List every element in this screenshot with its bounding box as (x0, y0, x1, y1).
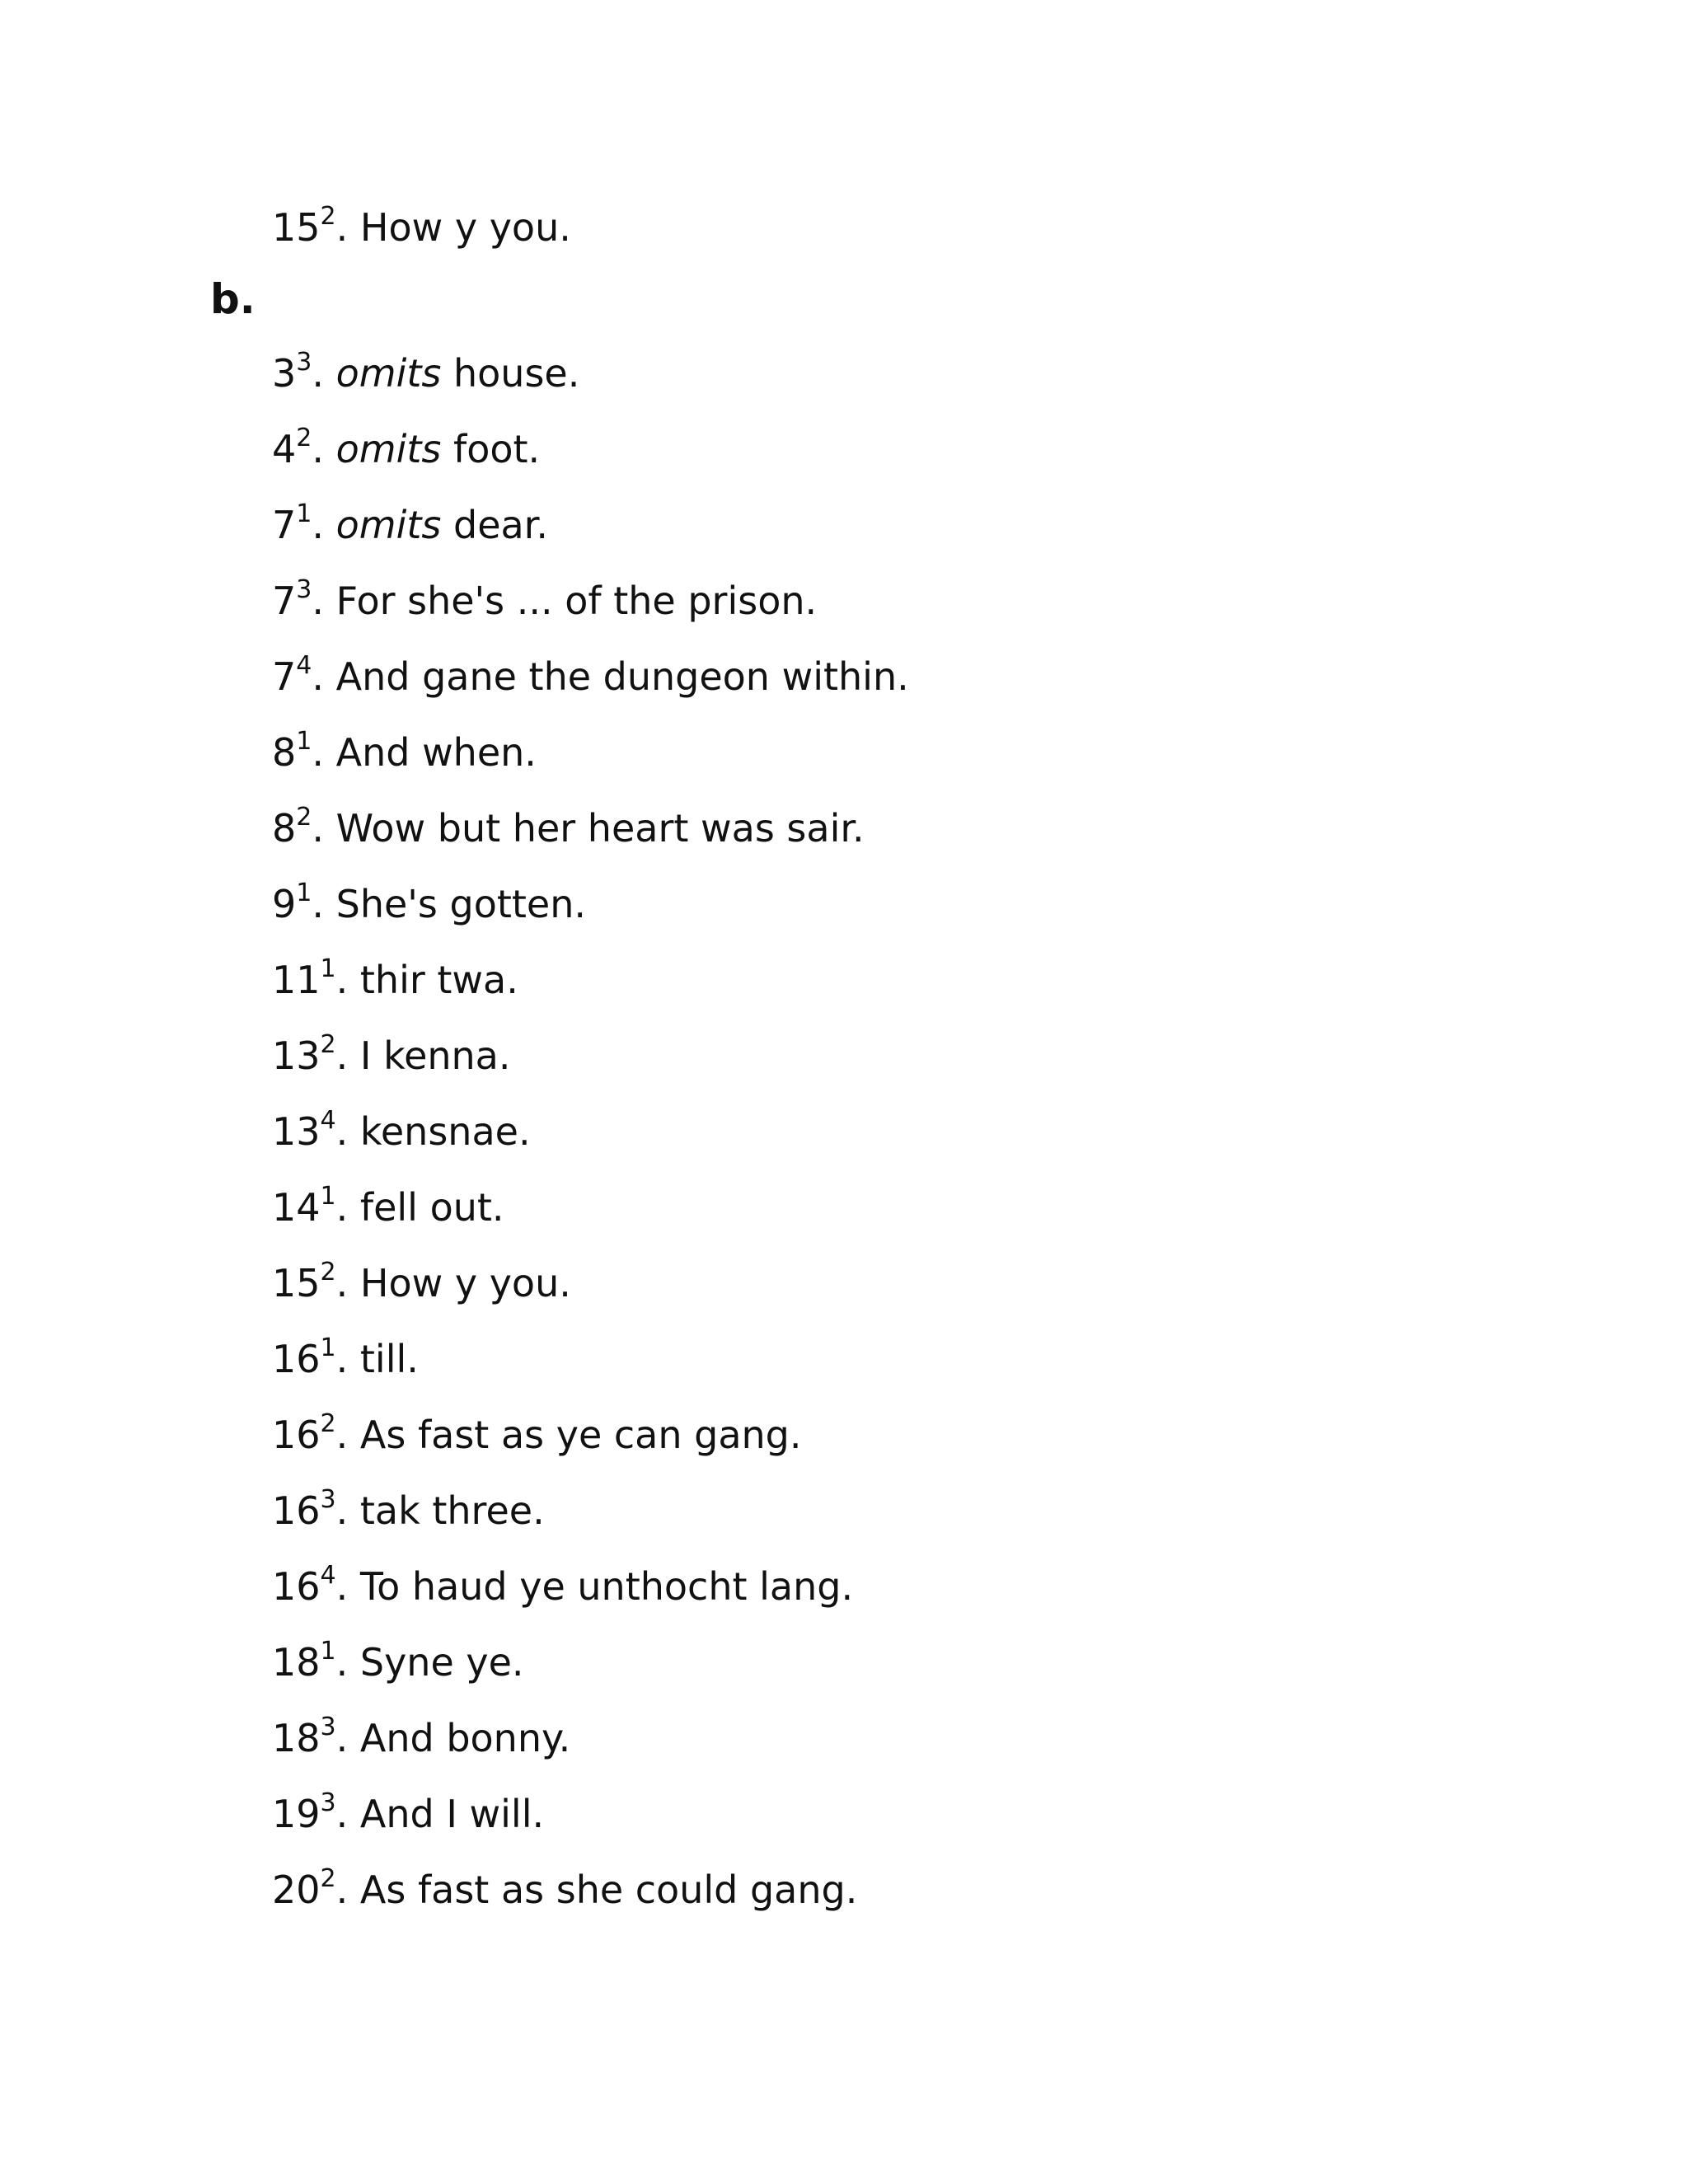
entry-first (272, 201, 571, 251)
entry-9 (272, 1029, 511, 1079)
entry-superscript: 2 (296, 423, 312, 452)
entry-superscript: 1 (320, 1333, 336, 1362)
entry-number: 4 (272, 427, 297, 471)
entry-text: . till. (335, 1337, 419, 1381)
entry-text: dear. (441, 503, 548, 547)
entry-text: house. (441, 351, 580, 396)
entry-number: 16 (272, 1413, 321, 1457)
entry-text: . And I will. (335, 1792, 545, 1836)
entry-14 (272, 1408, 802, 1458)
entry-superscript: 3 (320, 1712, 336, 1741)
entry-15 (272, 1484, 545, 1534)
entry-text: . And when. (312, 730, 537, 775)
entry-8 (272, 954, 518, 1003)
entry-number: 14 (272, 1185, 321, 1230)
entry-text: . To haud ye unthocht lang. (335, 1564, 854, 1609)
entry-number: 8 (272, 730, 297, 775)
entry-16 (272, 1560, 854, 1610)
entry-text: . Syne ye. (335, 1640, 524, 1685)
entry-text: . And bonny. (335, 1716, 571, 1760)
entry-13 (272, 1333, 419, 1382)
entry-text: . And gane the dungeon within. (312, 654, 909, 699)
entry-2 (272, 499, 548, 548)
entry-text: . I kenna. (335, 1033, 511, 1078)
entry-number: 11 (272, 958, 321, 1002)
entry-text: . Wow but her heart was sair. (312, 806, 865, 851)
entry-number: 16 (272, 1488, 321, 1533)
entry-7 (272, 878, 586, 927)
entry-number: 7 (272, 654, 297, 699)
entry-text: . She's gotten. (312, 882, 586, 926)
entry-11 (272, 1181, 504, 1230)
entry-superscript: 3 (320, 1788, 336, 1817)
entry-text: . fell out. (335, 1185, 504, 1230)
section-label: b. (210, 275, 256, 323)
entry-number: 13 (272, 1033, 321, 1078)
entry-number: 9 (272, 882, 297, 926)
entry-superscript: 2 (320, 201, 336, 231)
entry-number: 16 (272, 1564, 321, 1609)
entry-superscript: 2 (296, 802, 312, 832)
entry-superscript: 4 (320, 1105, 336, 1135)
entry-separator: . (312, 503, 336, 547)
entry-number: 18 (272, 1640, 321, 1685)
entry-number: 16 (272, 1337, 321, 1381)
entry-text: foot. (441, 427, 541, 471)
entry-text: . tak three. (335, 1488, 545, 1533)
entry-4 (272, 650, 909, 700)
entry-0 (272, 347, 580, 396)
entry-number: 15 (272, 1261, 321, 1305)
entry-3 (272, 574, 818, 624)
entry-text: . thir twa. (335, 958, 518, 1002)
entry-19 (272, 1788, 545, 1837)
entry-text: . How y you. (335, 205, 571, 250)
entry-superscript: 4 (320, 1560, 336, 1590)
entry-number: 7 (272, 579, 297, 623)
entry-number: 8 (272, 806, 297, 851)
entry-superscript: 2 (320, 1408, 336, 1438)
entry-superscript: 2 (320, 1257, 336, 1286)
entry-number: 7 (272, 503, 297, 547)
entry-number: 13 (272, 1109, 321, 1154)
entry-separator: . (312, 351, 336, 396)
entry-6 (272, 802, 865, 851)
entry-superscript: 3 (320, 1484, 336, 1514)
entry-superscript: 4 (296, 650, 312, 680)
entry-1 (272, 423, 541, 472)
entry-italic: omits (335, 351, 442, 396)
entry-number: 18 (272, 1716, 321, 1760)
entry-5 (272, 726, 537, 776)
entry-italic: omits (335, 503, 442, 547)
entry-text: . As fast as she could gang. (335, 1868, 858, 1912)
entry-superscript: 1 (296, 726, 312, 756)
entry-superscript: 1 (320, 1636, 336, 1666)
entry-20 (272, 1863, 858, 1913)
entry-superscript: 3 (296, 574, 312, 604)
entry-italic: omits (335, 427, 442, 471)
entry-superscript: 1 (296, 499, 312, 528)
entry-superscript: 2 (320, 1029, 336, 1059)
entry-text: . How y you. (335, 1261, 571, 1305)
entry-superscript: 1 (320, 1181, 336, 1211)
entry-10 (272, 1105, 531, 1155)
entry-superscript: 1 (296, 878, 312, 907)
entry-number: 20 (272, 1868, 321, 1912)
entry-superscript: 2 (320, 1863, 336, 1893)
entry-text: . As fast as ye can gang. (335, 1413, 802, 1457)
entry-text: . For she's ... of the prison. (312, 579, 818, 623)
entry-number: 19 (272, 1792, 321, 1836)
entry-number: 3 (272, 351, 297, 396)
entry-superscript: 3 (296, 347, 312, 377)
entry-text: . kensnae. (335, 1109, 531, 1154)
entry-separator: . (312, 427, 336, 471)
entry-superscript: 1 (320, 954, 336, 983)
entry-17 (272, 1636, 524, 1685)
entry-number: 15 (272, 205, 321, 250)
entry-12 (272, 1257, 571, 1306)
entry-18 (272, 1712, 571, 1761)
